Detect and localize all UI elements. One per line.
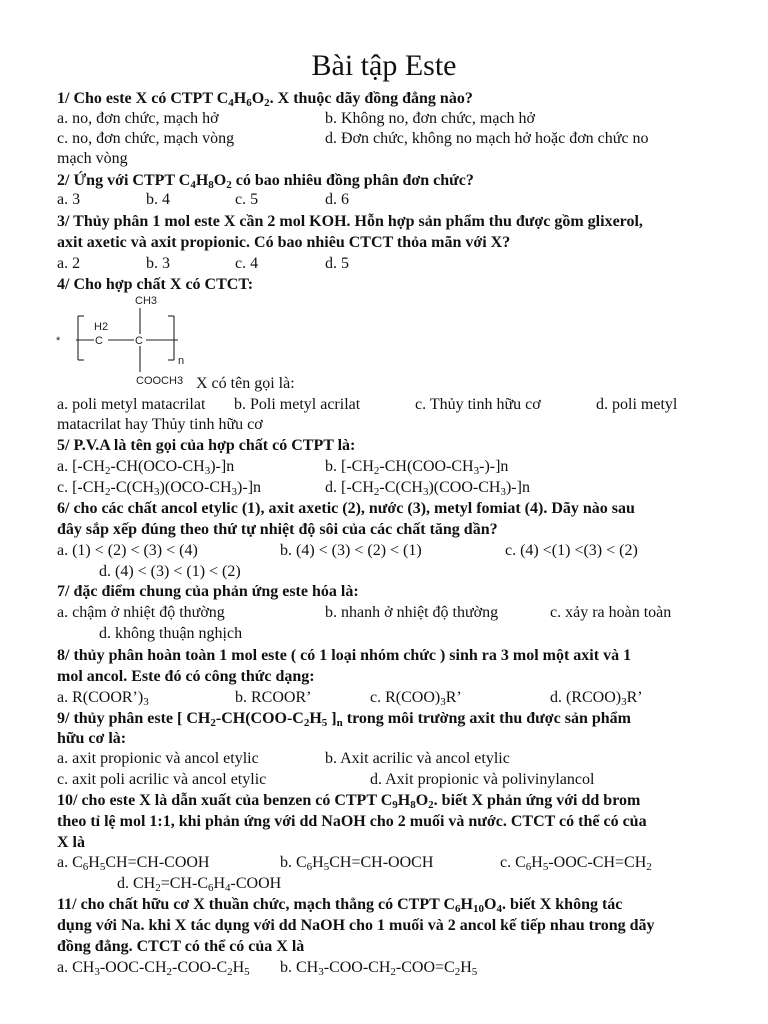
option-a: a. $[-CH_2-CH(OCO-CH_3)-]n$ (57, 458, 235, 477)
question-10-stem-2: theo tỉ lệ mol 1:1, khi phản ứng với dd NaOH cho 2 muối và nước. CTCT có thể có của (57, 813, 647, 830)
option-c: c. $R(COO)_3R$’ (370, 689, 462, 708)
question-4-option-d-wrap: matacrilat hay Thủy tinh hữu cơ (57, 416, 263, 433)
star-label: * (56, 335, 61, 347)
option-a: a. axit propionic và ancol etylic (57, 750, 259, 767)
option-d: d. poli metyl (596, 396, 678, 413)
option-a: a. $C_6H_5CH=CH$-COOH (57, 854, 210, 873)
option-a: a. chậm ở nhiệt độ thường (57, 604, 225, 621)
question-7-option-d: d. không thuận nghịch (99, 625, 243, 642)
option-d: d. $(RCOO)_3R$’ (550, 689, 643, 708)
question-9-stem-1: 9/ thủy phân este [ $CH_2-CH(COO-C_2H_5$ ]$_n$ trong môi trường axit thu được sản phẩm (57, 710, 631, 729)
option-a: a. no, đơn chức, mạch hở (57, 110, 219, 127)
option-c: c. (4) <(1) <(3) < (2) (505, 542, 638, 559)
option-c: c. Thủy tinh hữu cơ (415, 396, 541, 413)
question-1-stem: 1/ Cho este X có CTPT $C_4H_6O_2$. X thuộc dãy đồng đẳng nào? (57, 90, 473, 109)
question-2-stem: 2/ Ứng với CTPT $C_4H_8O_2$ có bao nhiêu đồng phân đơn chức? (57, 172, 474, 191)
question-1-option-d-wrap: mạch vòng (57, 150, 128, 167)
question-4-after-structure: X có tên gọi là: (196, 375, 295, 392)
option-a: a. (1) < (2) < (3) < (4) (57, 542, 198, 559)
question-8-stem-1: 8/ thủy phân hoàn toàn 1 mol este ( có 1 loại nhóm chức ) sinh ra 3 mol một axit và 1 (57, 647, 632, 664)
option-b: b. 4 (146, 191, 170, 208)
option-a: a. poli metyl matacrilat (57, 396, 206, 413)
question-8-stem-2: mol ancol. Este đó có công thức dạng: (57, 668, 315, 685)
subscript-n-label: n (178, 355, 185, 367)
question-10-stem-3: X là (57, 834, 85, 851)
option-c: c. 4 (235, 255, 259, 272)
page-title: Bài tập Este (311, 49, 457, 82)
question-6-stem-1: 6/ cho các chất ancol etylic (1), axit axetic (2), nước (3), metyl fomiat (4). Dãy nào sau (57, 500, 635, 517)
option-b: b. Axit acrilic và ancol etylic (325, 750, 510, 767)
option-b: b. nhanh ở nhiệt độ thường (325, 604, 499, 621)
option-a: a. 3 (57, 191, 81, 208)
carbon-1-label: C (95, 335, 103, 347)
question-11-stem-3: đồng đẳng. CTCT có thể có của X là (57, 938, 305, 955)
option-b: b. $CH_3-COO-CH_2-COO=C_2H_5$ (280, 959, 478, 978)
question-5-stem: 5/ P.V.A là tên gọi của hợp chất có CTPT là: (57, 437, 356, 454)
polymer-structure-diagram (50, 292, 200, 388)
option-d: d. Đơn chức, không no mạch hở hoặc đơn chức no (325, 130, 649, 147)
question-11-stem-1: 11/ cho chất hữu cơ X thuần chức, mạch thẳng có CTPT $C_6H_{10}O_4$. biết X không tác (57, 896, 623, 915)
option-b: b. 3 (146, 255, 170, 272)
option-b: b. $C_6H_5CH=CH$-OOCH (280, 854, 434, 873)
option-b: b. $[-CH_2-CH(COO-CH_3-)-]n$ (325, 458, 509, 477)
option-c: c. $[-CH_2-C(CH_3)(OCO-CH_3)-]n$ (57, 479, 262, 498)
question-9-stem-2: hữu cơ là: (57, 730, 127, 747)
option-a: a. 2 (57, 255, 81, 272)
carbon-2-label: C (135, 335, 143, 347)
question-11-stem-2: dụng với Na. khi X tác dụng với dd NaOH cho 1 muối và 2 ancol kế tiếp nhau trong dãy (57, 917, 655, 934)
question-7-stem: 7/ đặc điểm chung của phản ứng este hóa là: (57, 583, 359, 600)
option-c: c. axit poli acrilic và ancol etylic (57, 771, 267, 788)
question-6-stem-2: đây sắp xếp đúng theo thứ tự nhiệt độ sôi của các chất tăng dần? (57, 521, 498, 538)
option-a: a. $R(COOR’)_3$ (57, 689, 149, 708)
h2-label: H2 (94, 321, 109, 333)
option-b: b. Poli metyl acrilat (234, 396, 361, 413)
option-d: d. Axit propionic và polivinylancol (370, 771, 595, 788)
question-10-stem-1: 10/ cho este X là dẫn xuất của benzen có CTPT $C_9H_8O_2$. biết X phản ứng với dd brom (57, 792, 641, 811)
option-c: c. no, đơn chức, mạch vòng (57, 130, 235, 147)
option-c: c. xảy ra hoàn toàn (550, 604, 672, 621)
option-b: b. (4) < (3) < (2) < (1) (280, 542, 422, 559)
cooch3-label: COOCH3 (136, 375, 184, 387)
option-b: b. RCOOR’ (235, 689, 312, 706)
question-3-stem-2: axit axetic và axit propionic. Có bao nhiêu CTCT thỏa mãn với X? (57, 234, 511, 251)
option-c: c. $C_6H_5-OOC-CH=CH_2$ (500, 854, 652, 873)
option-d: d. 6 (325, 191, 349, 208)
option-c: c. 5 (235, 191, 259, 208)
question-10-option-d: d. $CH_2=CH-C_6H_4$-COOH (117, 875, 282, 894)
option-a: a. $CH_3-OOC-CH_2-COO-C_2H_5$ (57, 959, 250, 978)
option-b: b. Không no, đơn chức, mạch hở (325, 110, 535, 127)
option-d: d. 5 (325, 255, 349, 272)
ch3-label: CH3 (135, 295, 158, 307)
question-3-stem-1: 3/ Thủy phân 1 mol este X cần 2 mol KOH. Hỗn hợp sản phẩm thu được gồm glixerol, (57, 213, 643, 230)
option-d: d. $[-CH_2-C(CH_3)(COO-CH_3)-]n$ (325, 479, 530, 498)
question-6-option-d: d. (4) < (3) < (1) < (2) (99, 563, 241, 580)
question-4-stem: 4/ Cho hợp chất X có CTCT: (57, 276, 254, 293)
